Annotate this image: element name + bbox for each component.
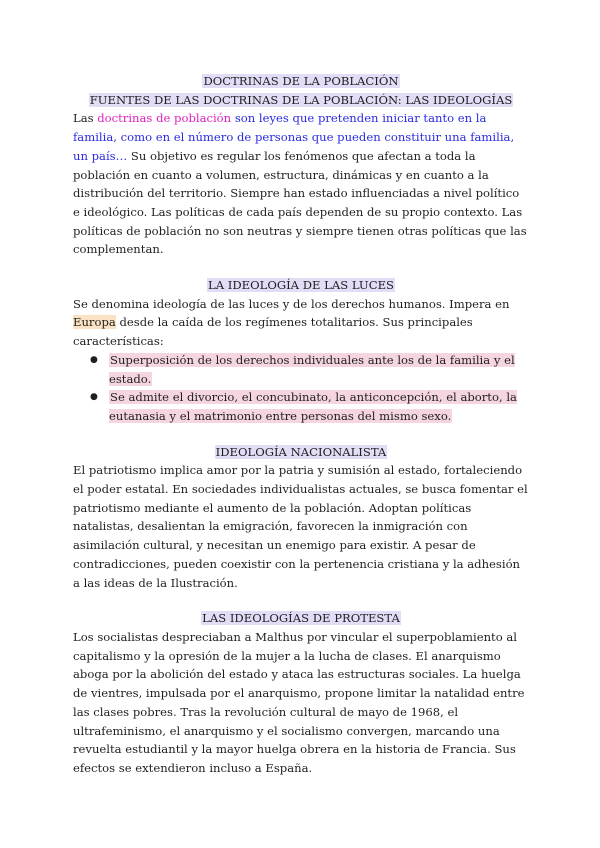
nacionalista-heading — [73, 443, 529, 462]
document-title-text: DOCTRINAS DE LA POBLACIÓN — [203, 74, 399, 88]
luces-paragraph — [73, 295, 529, 351]
section-spacer — [73, 259, 529, 276]
intro-blue-text: son leyes que pretenden iniciar tanto en la familia, como en el número de personas que pueden constituir una familia, un país… — [73, 111, 515, 163]
nacionalista-heading-text: IDEOLOGÍA NACIONALISTA — [215, 444, 387, 459]
list-item — [73, 388, 529, 425]
luces-highlight: Europa — [73, 315, 116, 330]
protesta-heading — [73, 609, 529, 628]
bullet-icon: ● — [90, 392, 98, 403]
list-item-text: Se admite el divorcio, el concubinato, la anticoncepción, el aborto, la eutanasia y el matrimonio entre personas del mismo sexo. — [109, 390, 517, 423]
luces-bullet-list — [73, 351, 529, 426]
document-subtitle-text: FUENTES DE LAS DOCTRINAS DE LA POBLACIÓN: LAS IDEOLOGÍAS — [89, 92, 513, 107]
luces-text-before: Se denomina ideología de las luces y de los derechos humanos. Impera en — [73, 296, 510, 311]
document-subtitle — [73, 91, 529, 110]
luces-text-after: desde la caída de los regímenes totalitarios. Sus principales características: — [73, 315, 473, 349]
list-item-text: Superposición de los derechos individuales ante los de la familia y el estado. — [109, 352, 515, 386]
luces-heading — [73, 276, 529, 295]
nacionalista-paragraph: El patriotismo implica amor por la patria y sumisión al estado, fortaleciendo el poder estatal. En sociedades individualistas actuales, se busca fomentar el patriotismo mediante el aumento de la población. Adoptan políticas natalistas, desalientan la emigración, favorecen la inmigración con asimilación cultural, y necesitan un enemigo para existir. A pesar de contradicciones, pueden coexistir con la pertenencia cristiana y la adhesión a las ideas de la Ilustración. — [73, 463, 528, 590]
intro-rest: Su objetivo es regular los fenómenos que afectan a toda la población en cuanto a volumen, estructura, dinámicas y en cuanto a la distribución del territorio. Siempre han estado influenciadas a nivel político e ideológico. Las políticas de cada país dependen de su propio contexto. Las políticas de población no son neutras y siempre tienen otras políticas que las complementan. — [73, 148, 527, 257]
section-spacer — [73, 426, 529, 443]
document-body — [73, 72, 529, 778]
intro-lead: Las — [73, 111, 98, 126]
luces-heading-text: LA IDEOLOGÍA DE LAS LUCES — [208, 278, 394, 293]
intro-term: doctrinas de población — [97, 111, 232, 126]
document-title — [73, 72, 529, 91]
intro-paragraph — [73, 109, 529, 259]
bullet-icon: ● — [90, 354, 98, 365]
protesta-paragraph: Los socialistas despreciaban a Malthus por vincular el superpoblamiento al capitalismo y la opresión de la mujer a la lucha de clases. El anarquismo aboga por la abolición del estado y ataca las estructuras sociales. La huelga de vientres, impulsada por el anarquismo, propone limitar la natalidad entre las clases pobres. Tras la revolución cultural de mayo de 1968, el ultrafeminismo, el anarquismo y el socialismo convergen, marcando una revuelta estudiantil y la mayor huelga obrera en la historia de Francia. Sus efectos se extendieron incluso a España. — [73, 629, 525, 775]
section-spacer — [73, 592, 529, 609]
protesta-heading-text: LAS IDEOLOGÍAS DE PROTESTA — [202, 611, 400, 626]
list-item — [73, 351, 529, 388]
